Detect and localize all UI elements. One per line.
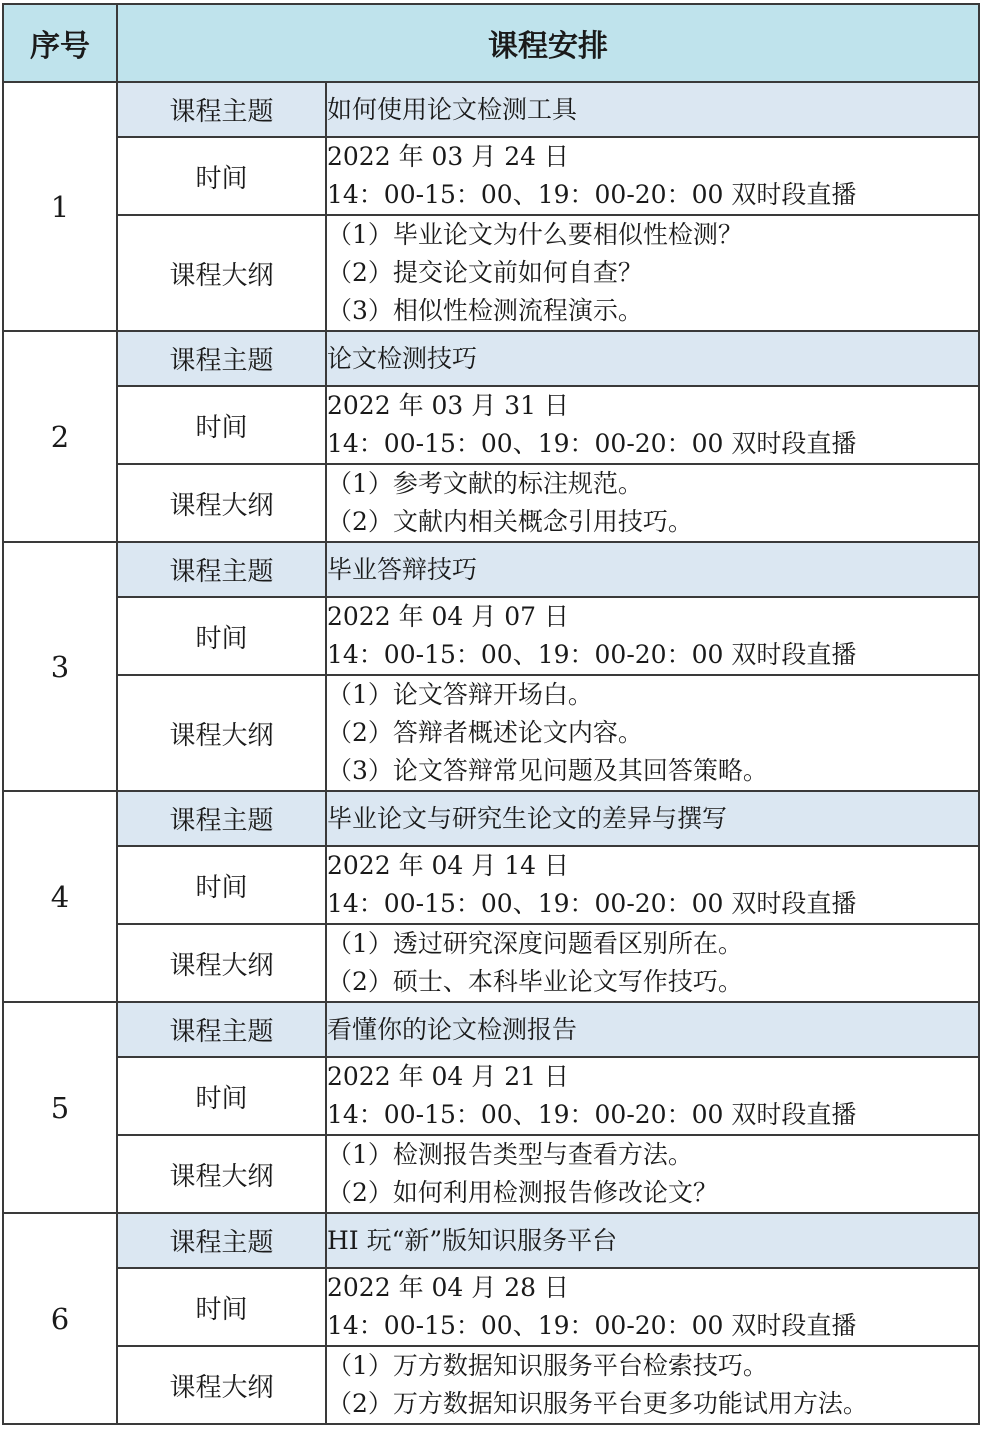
course-time-cell [326, 137, 979, 215]
course-outline-row [3, 464, 979, 542]
schedule-body [3, 82, 979, 1424]
course-time-row [3, 846, 979, 924]
course-schedule-table [2, 3, 980, 1425]
course-time: 14：00-15：00、19：00-20：00 双时段直播 [327, 180, 857, 209]
course-date: 2022 年 03 月 31 日 [327, 391, 569, 420]
course-number: 2 [3, 331, 117, 542]
course-date: 2022 年 03 月 24 日 [327, 142, 569, 171]
course-number: 5 [3, 1002, 117, 1213]
outline-item: （2）文献内相关概念引用技巧。 [327, 507, 693, 536]
topic-label: 课程主题 [117, 791, 326, 846]
outline-item: （1）论文答辩开场白。 [327, 680, 593, 709]
course-topic: 如何使用论文检测工具 [326, 82, 979, 137]
course-time-cell [326, 386, 979, 464]
topic-label: 课程主题 [117, 542, 326, 597]
outline-item: （3）相似性检测流程演示。 [327, 296, 643, 325]
outline-label: 课程大纲 [117, 924, 326, 1002]
time-label: 时间 [117, 1057, 326, 1135]
topic-label: 课程主题 [117, 331, 326, 386]
outline-item: （2）如何利用检测报告修改论文？ [327, 1178, 718, 1207]
course-topic: 论文检测技巧 [326, 331, 979, 386]
time-label: 时间 [117, 1268, 326, 1346]
course-number: 4 [3, 791, 117, 1002]
outline-item: （2）万方数据知识服务平台更多功能试用方法。 [327, 1389, 868, 1418]
time-label: 时间 [117, 137, 326, 215]
course-time: 14：00-15：00、19：00-20：00 双时段直播 [327, 1311, 857, 1340]
course-date: 2022 年 04 月 07 日 [327, 602, 569, 631]
course-date: 2022 年 04 月 28 日 [327, 1273, 569, 1302]
course-time-row [3, 1268, 979, 1346]
course-outline [326, 215, 979, 331]
course-number: 1 [3, 82, 117, 331]
course-time-cell [326, 1057, 979, 1135]
time-label: 时间 [117, 386, 326, 464]
course-outline [326, 1135, 979, 1213]
course-time-cell [326, 1268, 979, 1346]
course-outline [326, 924, 979, 1002]
outline-label: 课程大纲 [117, 675, 326, 791]
outline-item: （1）毕业论文为什么要相似性检测？ [327, 220, 743, 249]
course-date: 2022 年 04 月 21 日 [327, 1062, 569, 1091]
course-time: 14：00-15：00、19：00-20：00 双时段直播 [327, 889, 857, 918]
course-topic: 毕业论文与研究生论文的差异与撰写 [326, 791, 979, 846]
topic-label: 课程主题 [117, 1213, 326, 1268]
course-topic: 看懂你的论文检测报告 [326, 1002, 979, 1057]
outline-item: （2）硕士、本科毕业论文写作技巧。 [327, 967, 743, 996]
course-topic-row [3, 542, 979, 597]
course-outline-row [3, 675, 979, 791]
course-topic-row [3, 791, 979, 846]
course-outline-row [3, 215, 979, 331]
course-time: 14：00-15：00、19：00-20：00 双时段直播 [327, 429, 857, 458]
course-number: 3 [3, 542, 117, 791]
outline-item: （2）提交论文前如何自查？ [327, 258, 643, 287]
course-topic: 毕业答辩技巧 [326, 542, 979, 597]
course-time-cell [326, 597, 979, 675]
header-schedule: 课程安排 [117, 4, 979, 82]
course-outline [326, 1346, 979, 1424]
outline-item: （3）论文答辩常见问题及其回答策略。 [327, 756, 768, 785]
course-outline [326, 464, 979, 542]
course-time-row [3, 386, 979, 464]
outline-item: （1）检测报告类型与查看方法。 [327, 1140, 693, 1169]
course-topic: HI 玩“新”版知识服务平台 [326, 1213, 979, 1268]
course-outline-row [3, 924, 979, 1002]
course-outline-row [3, 1346, 979, 1424]
topic-label: 课程主题 [117, 82, 326, 137]
course-time-row [3, 137, 979, 215]
topic-label: 课程主题 [117, 1002, 326, 1057]
course-topic-row [3, 1002, 979, 1057]
time-label: 时间 [117, 846, 326, 924]
course-topic-row [3, 1213, 979, 1268]
outline-item: （1）透过研究深度问题看区别所在。 [327, 929, 743, 958]
outline-item: （2）答辩者概述论文内容。 [327, 718, 643, 747]
table-header-row [3, 4, 979, 82]
outline-item: （1）参考文献的标注规范。 [327, 469, 643, 498]
course-time-row [3, 597, 979, 675]
course-topic-row [3, 82, 979, 137]
outline-label: 课程大纲 [117, 464, 326, 542]
course-outline-row [3, 1135, 979, 1213]
course-date: 2022 年 04 月 14 日 [327, 851, 569, 880]
course-time: 14：00-15：00、19：00-20：00 双时段直播 [327, 1100, 857, 1129]
course-time-row [3, 1057, 979, 1135]
time-label: 时间 [117, 597, 326, 675]
course-topic-row [3, 331, 979, 386]
course-time: 14：00-15：00、19：00-20：00 双时段直播 [327, 640, 857, 669]
outline-item: （1）万方数据知识服务平台检索技巧。 [327, 1351, 768, 1380]
course-time-cell [326, 846, 979, 924]
outline-label: 课程大纲 [117, 1135, 326, 1213]
outline-label: 课程大纲 [117, 1346, 326, 1424]
course-number: 6 [3, 1213, 117, 1424]
header-no: 序号 [3, 4, 117, 82]
course-outline [326, 675, 979, 791]
outline-label: 课程大纲 [117, 215, 326, 331]
